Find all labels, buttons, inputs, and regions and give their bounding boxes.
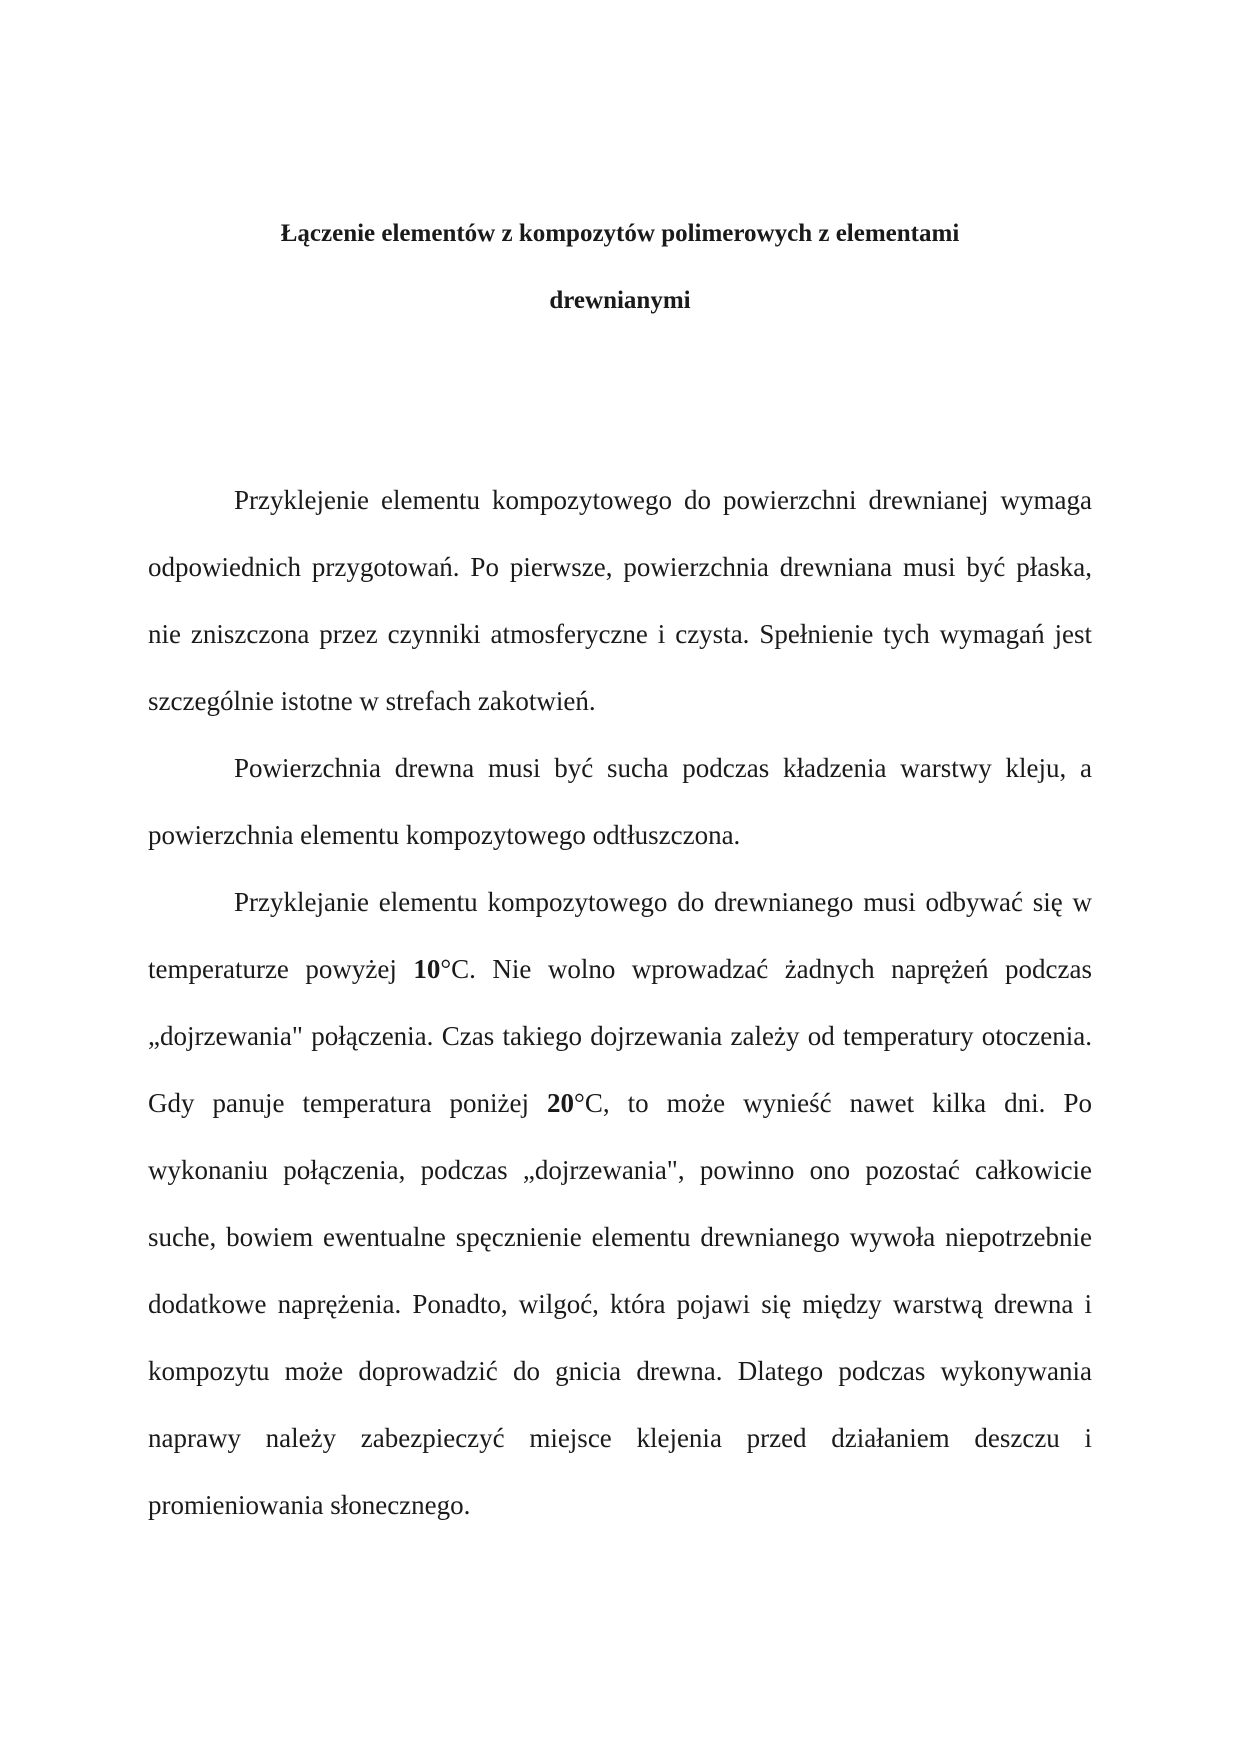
temperature-value-2: 20 [547,1088,575,1118]
paragraph-dry-surface: Powierzchnia drewna musi być sucha podczas kładzenia warstwy kleju, a powierzchnia elementu kompozytowego odtłuszczona. [148,753,1092,850]
paragraph-3-part-2: °C. Nie wolno wprowadzać żadnych naprężeń podczas „dojrzewania" połączenia. Czas takiego dojrzewania zależy od temperatury otoczenia. Gdy panuje temperatura poniżej [148,954,1092,1118]
paragraph-3-part-1: Przyklejanie elementu kompozytowego do drewnianego musi odbywać się w temperaturze powyżej [148,887,1092,984]
paragraph-3-part-3: °C, to może wynieść nawet kilka dni. Po wykonaniu połączenia, podczas „dojrzewania", powinno ono pozostać całkowicie suche, bowiem ewentualne spęcznienie elementu drewnianego wywoła niepotrzebnie dodatkowe naprężenia. Ponadto, wilgoć, która pojawi się między warstwą drewna i kompozytu może doprowadzić do gnicia drewna. Dlatego podczas wykonywania naprawy należy zabezpieczyć miejsce klejenia przed działaniem deszczu i promieniowania słonecznego. [148,1088,1092,1520]
title-line-2: drewnianymi [549,287,691,314]
temperature-value-1: 10 [413,954,441,984]
title-line-1: Łączenie elementów z kompozytów polimerowych z elementami [280,220,960,247]
paragraph-curing-conditions [148,869,1092,1539]
paragraph-surface-preparation: Przyklejenie elementu kompozytowego do powierzchni drewnianej wymaga odpowiednich przygotowań. Po pierwsze, powierzchnia drewniana musi być płaska, nie zniszczona przez czynniki atmosferyczne i czysta. Spełnienie tych wymagań jest szczególnie istotne w strefach zakotwień. [148,485,1092,716]
document-body [148,467,1092,1539]
document-title [148,200,1092,334]
